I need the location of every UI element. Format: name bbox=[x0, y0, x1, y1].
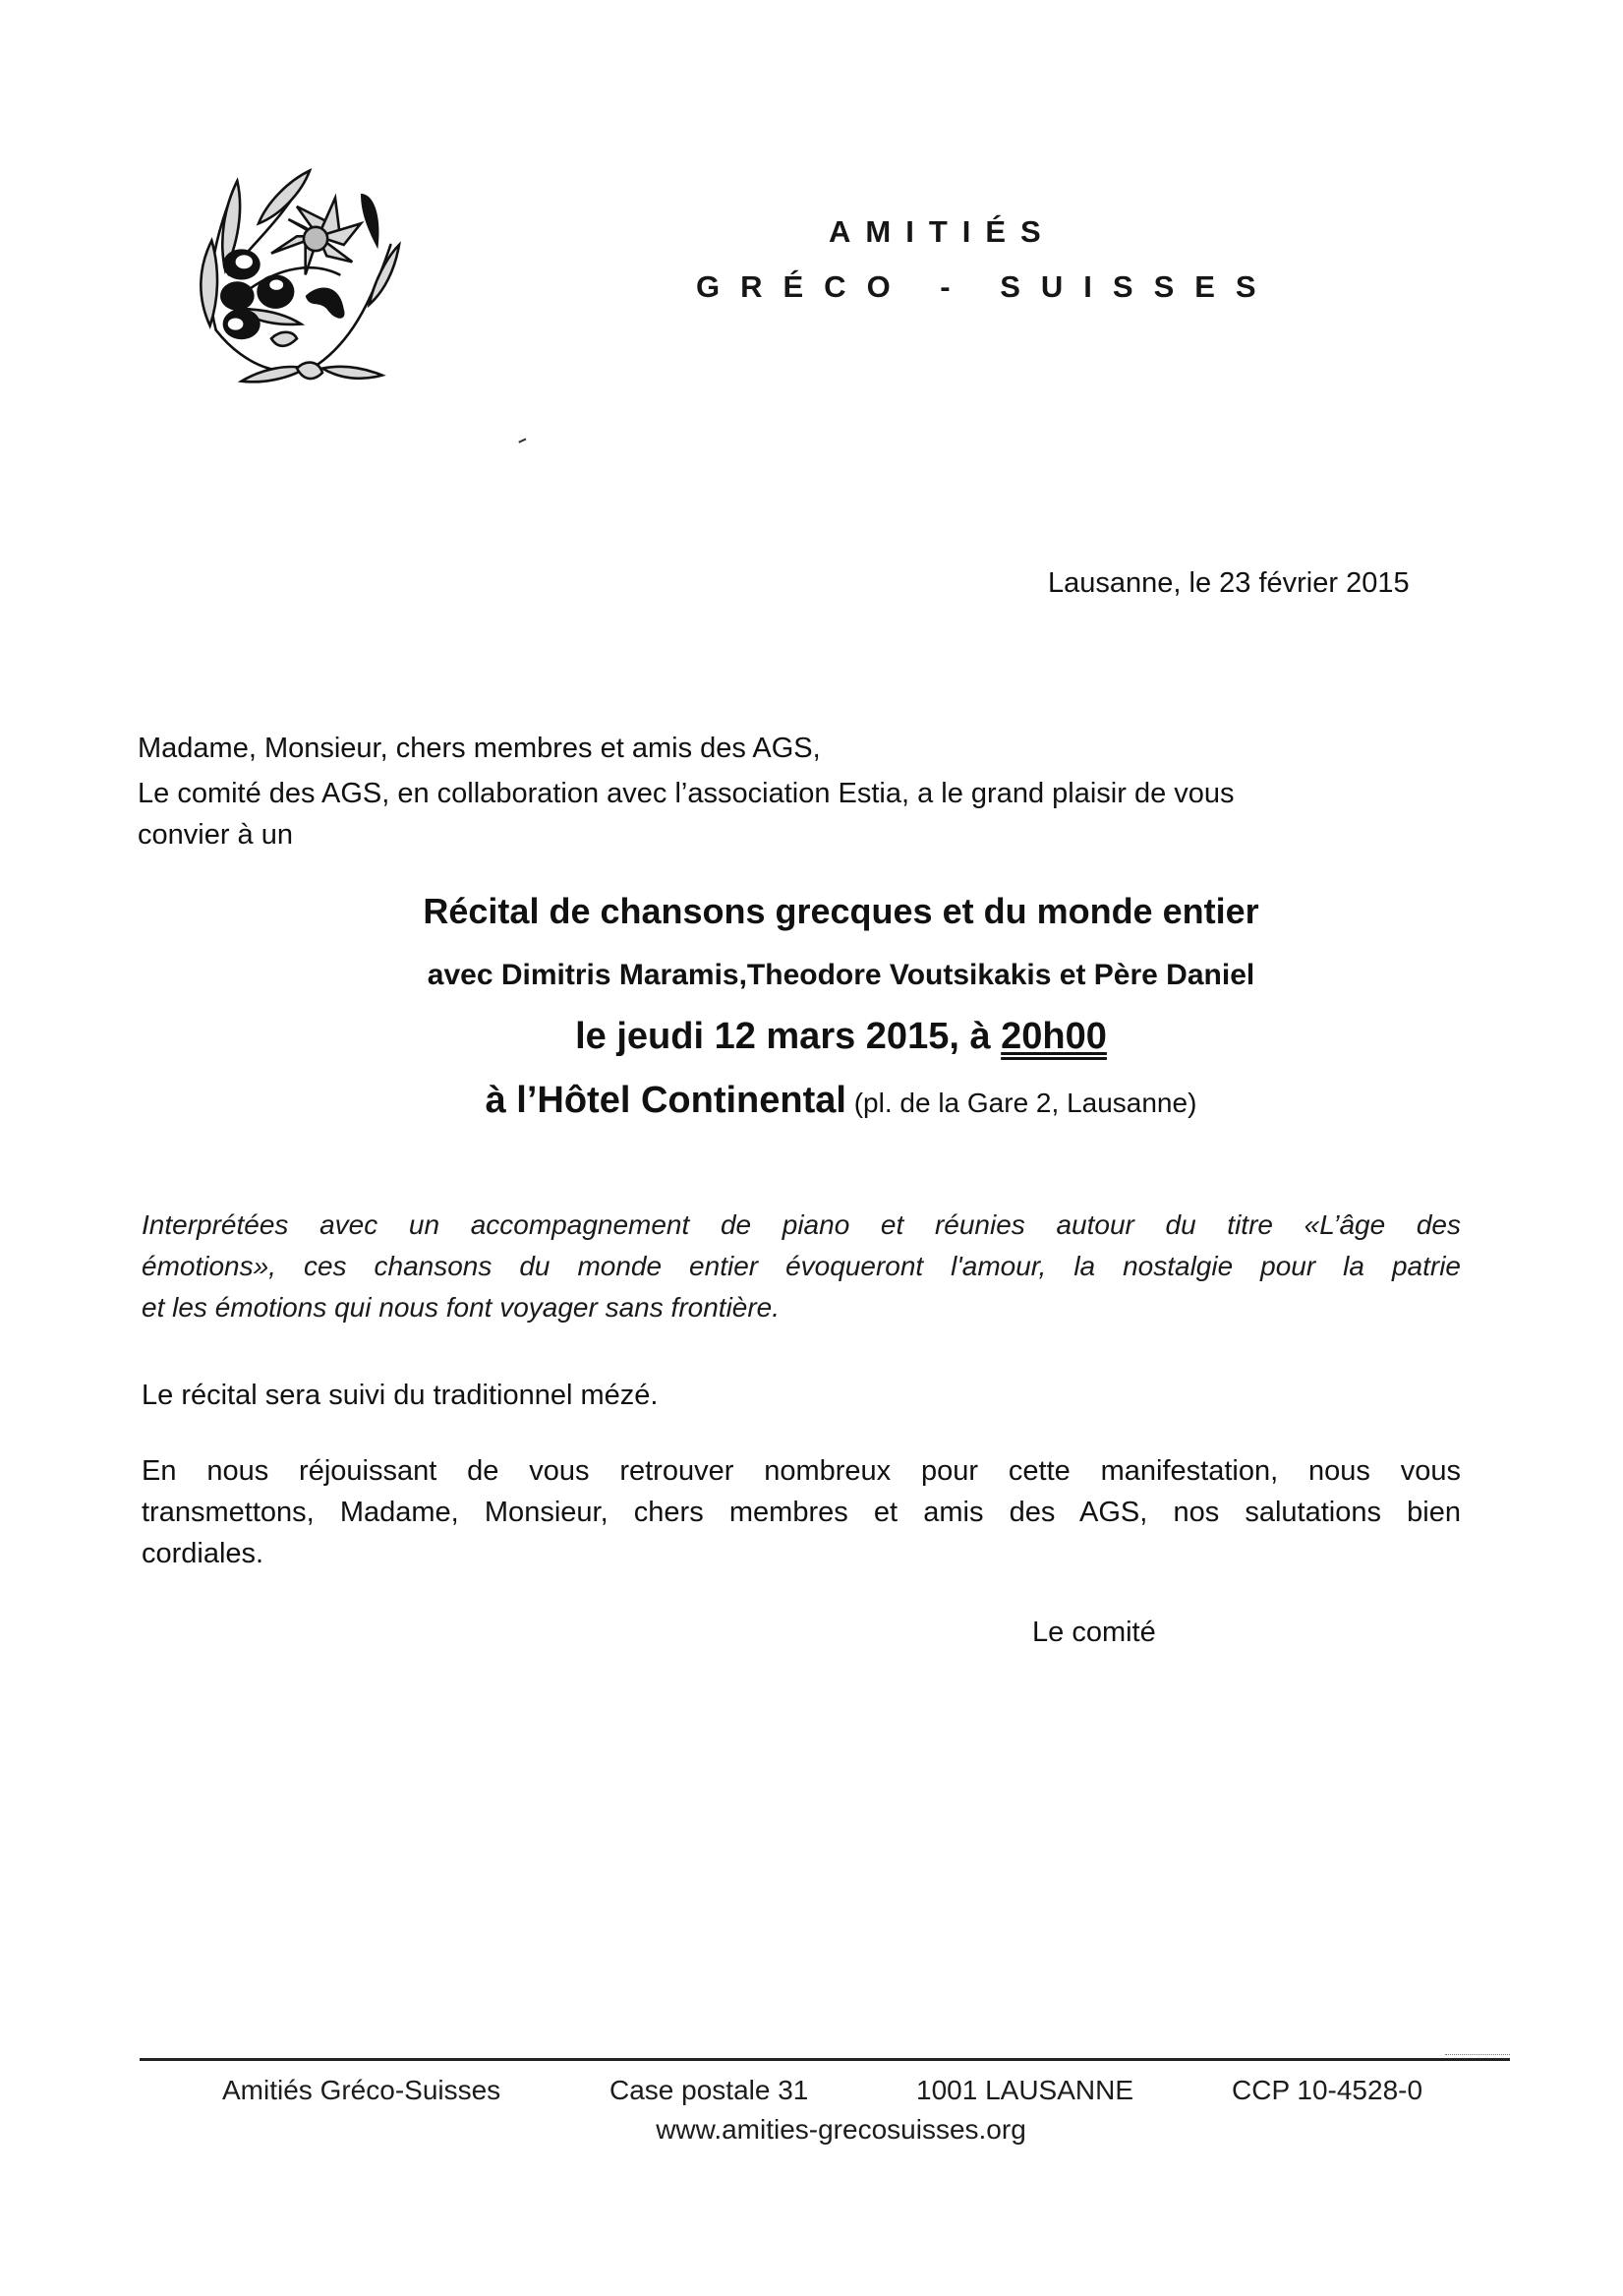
closing-paragraph-line: cordiales. bbox=[142, 1538, 264, 1569]
description-line: et les émotions qui nous font voyager sans frontière. bbox=[142, 1292, 781, 1323]
event-date-line bbox=[29, 1016, 1623, 1058]
footer-ccp-account: CCP 10-4528-0 bbox=[1232, 2075, 1423, 2105]
organization-name-line-1: AMITIÉS bbox=[829, 214, 1056, 249]
closing-paragraph-line: transmettons, Madame, Monsieur, chers membres et amis des AGS, nos salutations bien bbox=[142, 1497, 1461, 1528]
event-date: le jeudi 12 mars 2015, à bbox=[575, 1016, 1002, 1057]
event-time: 20h00 bbox=[1001, 1016, 1107, 1057]
footer-organization: Amitiés Gréco-Suisses bbox=[222, 2075, 501, 2105]
meze-note: Le récital sera suivi du traditionnel mézé. bbox=[142, 1380, 659, 1411]
description-line: Interprétées avec un accompagnement de piano et réunies autour du titre «L’âge des bbox=[142, 1209, 1461, 1240]
salutation: Madame, Monsieur, chers membres et amis des AGS, bbox=[138, 733, 821, 764]
signature: Le comité bbox=[1032, 1617, 1156, 1648]
scan-artifact bbox=[518, 439, 527, 446]
event-title: Récital de chansons grecques et du monde entier bbox=[423, 891, 1259, 931]
olive-branch-edelweiss-icon bbox=[169, 155, 425, 411]
closing-paragraph-line: En nous réjouissant de vous retrouver nombreux pour cette manifestation, nous vous bbox=[142, 1455, 1461, 1487]
event-address: (pl. de la Gare 2, Lausanne) bbox=[845, 1088, 1197, 1118]
event-performers: avec Dimitris Maramis,Theodore Voutsikakis et Père Daniel bbox=[427, 959, 1255, 991]
footer-divider bbox=[140, 2058, 1510, 2061]
event-venue: à l’Hôtel Continental bbox=[485, 1080, 846, 1121]
footer-website: www.amities-grecosuisses.org bbox=[656, 2114, 1026, 2145]
organization-name-line-2: GRÉCO - SUISSES bbox=[696, 269, 1277, 304]
footer-postbox: Case postale 31 bbox=[609, 2075, 809, 2105]
intro-paragraph-line: convier à un bbox=[138, 819, 293, 851]
footer-city: 1001 LAUSANNE bbox=[916, 2075, 1134, 2105]
letter-date: Lausanne, le 23 février 2015 bbox=[1048, 567, 1410, 599]
description-line: émotions», ces chansons du monde entier évoqueront l'amour, la nostalgie pour la patrie bbox=[142, 1251, 1461, 1281]
footer-divider-extension bbox=[1445, 2054, 1510, 2055]
event-venue-line bbox=[29, 1080, 1623, 1122]
intro-paragraph-line: Le comité des AGS, en collaboration avec l’association Estia, a le grand plaisir de vous bbox=[138, 778, 1235, 809]
